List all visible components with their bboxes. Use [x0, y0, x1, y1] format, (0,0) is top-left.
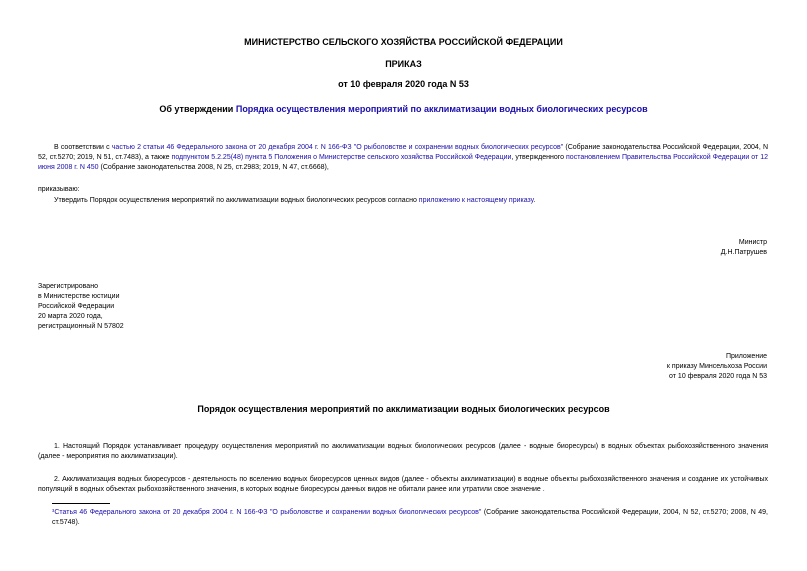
order-date: от 10 февраля 2020 года N 53: [338, 79, 469, 89]
footnote: [52, 508, 768, 528]
registration-line: 20 марта 2020 года,: [38, 313, 103, 320]
registration-line: Зарегистрировано: [38, 283, 98, 290]
order-word: приказываю:: [38, 186, 80, 193]
point-2-text: 2. Акклиматизация водных биоресурсов - деятельность по вселению водных биоресурсов ценных видов (далее - объекты акклиматизации) в водные объекты рыбохозяйственного значения и создание их устойчивых популяций в водных объектах рыбохозяйственного значения, в которых водные биоресурсы данных видов не обитали ранее или утратили свое значение: [38, 476, 768, 493]
appendix-title: Порядок осуществления мероприятий по акклиматизации водных биологических ресурсов: [197, 404, 610, 414]
order-title-prefix: Об утверждении: [159, 104, 236, 114]
registration-line: Российской Федерации: [38, 303, 115, 310]
preamble-paragraph: [38, 143, 768, 173]
registration-line: регистрационный N 57802: [38, 323, 124, 330]
appendix-link[interactable]: приложению к настоящему приказу: [418, 197, 534, 204]
appendix-note-line: к приказу Минсельхоза России: [666, 363, 767, 370]
regulation-link[interactable]: подпунктом 5.2.25(48) пункта 5 Положения о Министерстве сельского хозяйства Российской Федерации: [171, 154, 512, 161]
law-link[interactable]: частью 2 статьи 46 Федерального закона от 20 декабря 2004 г. N 166-ФЗ "О рыболовстве и сохранении водных биологических ресурсов": [111, 144, 564, 151]
preamble-text-3: , утвержденного: [511, 154, 567, 161]
registration-line: в Министерстве юстиции: [38, 293, 120, 300]
appendix-note-line: Приложение: [725, 353, 767, 360]
approve-text: Утвердить Порядок осуществления мероприятий по акклиматизации водных биологических ресурсов согласно: [54, 197, 419, 204]
government-decree-link[interactable]: постановлением Правительства Российской Федерации от 12 июня 2008 г. N 450: [38, 154, 768, 171]
preamble-text-2: (Собрание законодательства Российской Федерации, 2004, N 52, ст.5270; 2019, N 51, ст.7483), а также: [38, 144, 769, 161]
preamble-text-1: В соответствии с: [54, 144, 112, 151]
footnote-divider: [52, 503, 110, 504]
order-title-link[interactable]: Порядка осуществления мероприятий по акклиматизации водных биологических ресурсов: [235, 104, 648, 114]
ministry-heading: МИНИСТЕРСТВО СЕЛЬСКОГО ХОЗЯЙСТВА РОССИЙСКОЙ ФЕДЕРАЦИИ: [244, 37, 563, 47]
point-1: 1. Настоящий Порядок устанавливает процедуру осуществления мероприятий по акклиматизации водных биологических ресурсов (далее - водные биоресурсы) в водных объектах рыбохозяйственного значения (далее - мероприятия по акклиматизации).: [38, 443, 768, 460]
footnote-text: (Собрание законодательства Российской Федерации, 2004, N 52, ст.5270; 2008, N 49, ст.5748).: [52, 509, 768, 526]
footnote-mark: ¹: [52, 509, 55, 516]
approve-paragraph: [54, 196, 768, 206]
preamble-text-4: (Собрание законодательства 2008, N 25, ст.2983; 2019, N 47, ст.6668),: [98, 164, 329, 171]
appendix-note-line: от 10 февраля 2020 года N 53: [669, 373, 767, 380]
footnote-ref[interactable]: .: [542, 486, 545, 493]
footnote-law-link[interactable]: Статья 46 Федерального закона от 20 декабря 2004 г. N 166-ФЗ "О рыболовстве и сохранении водных биологических ресурсов": [54, 509, 482, 516]
registration-block: [38, 282, 124, 332]
order-title: [0, 103, 807, 115]
appendix-note: [467, 352, 767, 382]
signature-name: Д.Н.Патрушев: [720, 249, 767, 256]
signature-position: Министр: [738, 239, 767, 246]
point-2: [38, 475, 768, 495]
approve-end: .: [533, 197, 536, 204]
doc-type-heading: ПРИКАЗ: [385, 59, 422, 69]
